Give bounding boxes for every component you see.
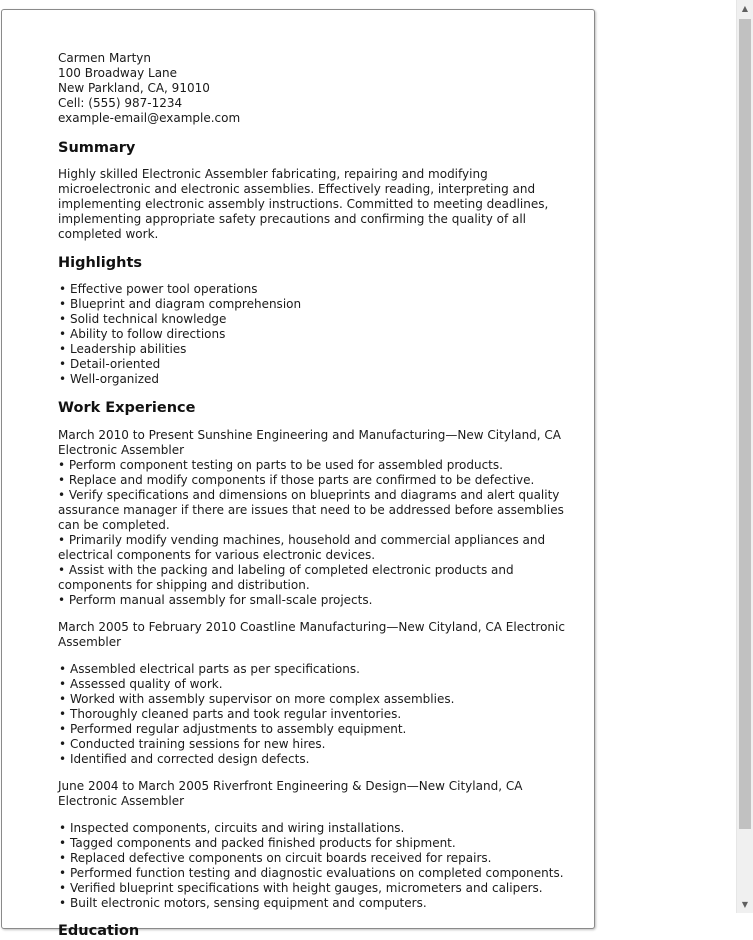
job-duty: • Primarily modify vending machines, household and commercial appliances and electrical components for various electronic devices. — [58, 533, 546, 562]
job-duty: • Conducted training sessions for new hires. — [58, 737, 578, 752]
vertical-scrollbar[interactable] — [736, 0, 753, 913]
contact-city: New Parkland, CA, 91010 — [58, 81, 210, 95]
highlight-item: • Well-organized — [58, 372, 578, 387]
scrollbar-thumb[interactable] — [739, 19, 751, 829]
job-duty: • Thoroughly cleaned parts and took regular inventories. — [58, 707, 578, 722]
job-duty: • Perform component testing on parts to be used for assembled products. — [58, 458, 503, 472]
job-duties — [58, 458, 578, 608]
job-duty: • Assessed quality of work. — [58, 677, 578, 692]
job-header: March 2010 to Present Sunshine Engineering and Manufacturing—New Cityland, CA Electronic Assembler — [58, 428, 562, 457]
education-section — [58, 922, 578, 940]
contact-email: example-email@example.com — [58, 111, 241, 125]
arrow-up-icon[interactable]: ▲ — [741, 4, 749, 13]
job-header: June 2004 to March 2005 Riverfront Engineering & Design—New Cityland, CA Electronic Assembler — [58, 779, 523, 808]
contact-block — [58, 51, 578, 126]
summary-section — [58, 139, 578, 242]
job-entry — [58, 779, 578, 911]
job-duty: • Worked with assembly supervisor on more complex assemblies. — [58, 692, 578, 707]
resume-content — [58, 51, 578, 940]
education-heading: Education — [58, 923, 140, 939]
summary-text: Highly skilled Electronic Assembler fabricating, repairing and modifying microelectronic and electronic assemblies. Effectively reading, interpreting and implementing electronic assembly instructions. Committed to meeting deadlines, implementing appropriate safety precautions and confirming the quality of all completed work. — [58, 167, 549, 241]
contact-address: 100 Broadway Lane — [58, 66, 178, 80]
highlights-section — [58, 254, 578, 387]
job-duties — [58, 821, 578, 911]
job-duty: • Replace and modify components if those parts are confirmed to be defective. — [58, 473, 535, 487]
arrow-down-icon[interactable]: ▼ — [741, 900, 749, 909]
highlights-list — [58, 282, 578, 387]
job-duty: • Performed function testing and diagnostic evaluations on completed components. — [58, 866, 578, 881]
highlight-item: • Solid technical knowledge — [58, 312, 578, 327]
job-duty: • Assembled electrical parts as per specifications. — [58, 662, 578, 677]
highlights-heading: Highlights — [58, 255, 143, 271]
job-duty: • Identified and corrected design defects. — [58, 752, 578, 767]
summary-heading: Summary — [58, 140, 136, 156]
job-duty: • Tagged components and packed finished products for shipment. — [58, 836, 578, 851]
job-duty: • Inspected components, circuits and wiring installations. — [58, 821, 578, 836]
job-duty: • Perform manual assembly for small-scale projects. — [58, 593, 373, 607]
highlight-item: • Blueprint and diagram comprehension — [58, 297, 578, 312]
job-duty: • Performed regular adjustments to assembly equipment. — [58, 722, 578, 737]
job-header: March 2005 to February 2010 Coastline Manufacturing—New Cityland, CA Electronic Assembler — [58, 620, 565, 649]
highlight-item: • Ability to follow directions — [58, 327, 578, 342]
job-entry — [58, 620, 578, 767]
highlight-item: • Detail-oriented — [58, 357, 578, 372]
job-duty: • Verified blueprint specifications with height gauges, micrometers and calipers. — [58, 881, 578, 896]
resume-page — [1, 9, 595, 939]
job-duty: • Verify specifications and dimensions on blueprints and diagrams and alert quality assurance manager if there are issues that need to be addressed before assemblies can be completed. — [58, 488, 564, 532]
job-duty: • Assist with the packing and labeling of completed electronic products and components for shipping and distribution. — [58, 563, 514, 592]
contact-name: Carmen Martyn — [58, 51, 151, 65]
highlight-item: • Effective power tool operations — [58, 282, 578, 297]
job-duty: • Built electronic motors, sensing equipment and computers. — [58, 896, 578, 911]
work-experience-heading: Work Experience — [58, 400, 196, 416]
highlight-item: • Leadership abilities — [58, 342, 578, 357]
job-duty: • Replaced defective components on circuit boards received for repairs. — [58, 851, 578, 866]
job-entry — [58, 428, 578, 608]
work-experience-section — [58, 399, 578, 911]
contact-cell: Cell: (555) 987-1234 — [58, 96, 183, 110]
job-duties — [58, 662, 578, 767]
